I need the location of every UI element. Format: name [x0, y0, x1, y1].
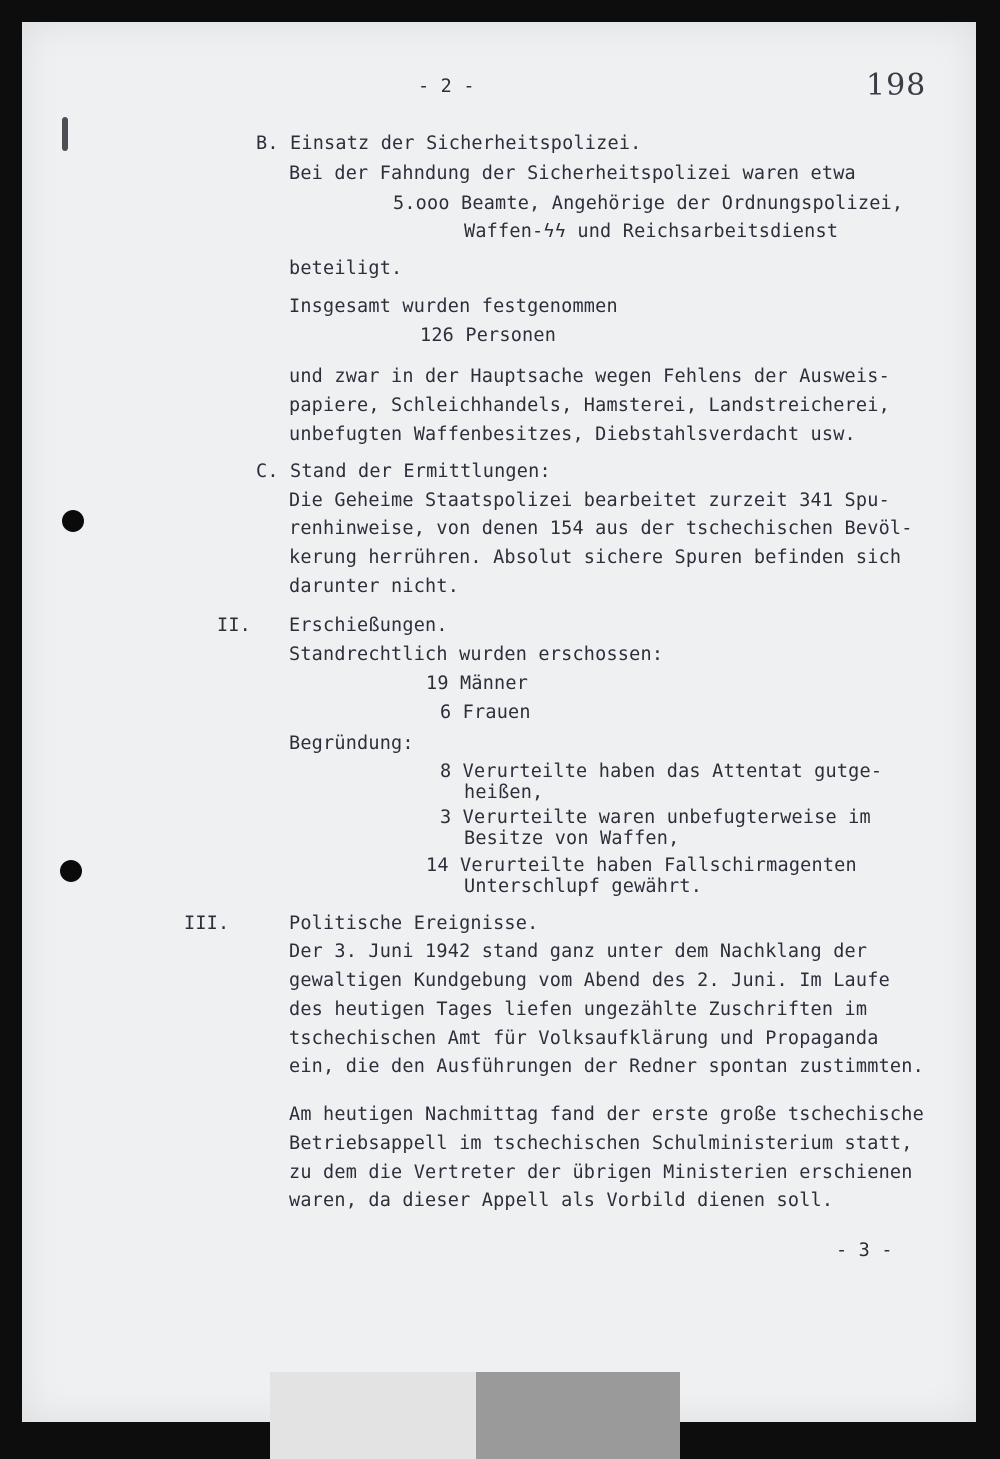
- text-line: Unterschlupf gewährt.: [464, 876, 703, 897]
- text-line: 14 Verurteilte haben Fallschirmagenten: [426, 855, 857, 876]
- scan-strip-light: [270, 1372, 476, 1459]
- text-line: renhinweise, von denen 154 aus der tschechischen Bevöl-: [289, 518, 913, 539]
- text-line: Am heutigen Nachmittag fand der erste große tschechische: [289, 1104, 924, 1125]
- text-line: tschechischen Amt für Volksaufklärung und Propaganda: [289, 1028, 879, 1049]
- text-line: Waffen-ϟϟ und Reichsarbeitsdienst: [464, 221, 839, 242]
- section-ii-heading: Erschießungen.: [289, 615, 448, 636]
- text-line: gewaltigen Kundgebung vom Abend des 2. Juni. Im Laufe: [289, 970, 890, 991]
- text-line: beteiligt.: [289, 258, 403, 279]
- text-line: kerung herrühren. Absolut sichere Spuren befinden sich: [289, 547, 902, 568]
- text-line: 126 Personen: [420, 325, 557, 346]
- archive-stamp-number: 198: [866, 68, 927, 103]
- text-line: Begründung:: [289, 733, 414, 754]
- section-ii-numeral: II.: [217, 615, 252, 636]
- text-line: unbefugten Waffenbesitzes, Diebstahlsverdacht usw.: [289, 424, 856, 445]
- text-line: Die Geheime Staatspolizei bearbeitet zurzeit 341 Spu-: [289, 490, 890, 511]
- section-iii-numeral: III.: [184, 913, 230, 934]
- section-c-heading: C. Stand der Ermittlungen:: [256, 461, 551, 482]
- section-iii-heading: Politische Ereignisse.: [289, 913, 539, 934]
- text-line: des heutigen Tages liefen ungezählte Zuschriften im: [289, 999, 868, 1020]
- text-line: Betriebsappell im tschechischen Schulministerium statt,: [289, 1133, 913, 1154]
- punch-hole-lower: [60, 860, 82, 882]
- text-line: und zwar in der Hauptsache wegen Fehlens der Ausweis-: [289, 366, 890, 387]
- text-line: 19 Männer: [426, 673, 529, 694]
- text-line: ein, die den Ausführungen der Redner spontan zustimmten.: [289, 1056, 924, 1077]
- text-line: 6 Frauen: [440, 702, 531, 723]
- page-number: - 2 -: [418, 76, 475, 97]
- text-line: Der 3. Juni 1942 stand ganz unter dem Nachklang der: [289, 941, 868, 962]
- section-b-heading: B. Einsatz der Sicherheitspolizei.: [256, 133, 642, 154]
- edge-mark: [62, 117, 68, 151]
- text-line: 5.ooo Beamte, Angehörige der Ordnungspolizei,: [393, 193, 904, 214]
- next-page-marker: - 3 -: [836, 1240, 893, 1261]
- text-line: waren, da dieser Appell als Vorbild dienen soll.: [289, 1190, 834, 1211]
- text-line: heißen,: [464, 782, 544, 803]
- scan-strip-gray: [476, 1372, 680, 1459]
- text-line: Besitze von Waffen,: [464, 828, 680, 849]
- text-line: 8 Verurteilte haben das Attentat gutge-: [440, 761, 883, 782]
- text-line: Bei der Fahndung der Sicherheitspolizei waren etwa: [289, 163, 856, 184]
- punch-hole-upper: [62, 510, 84, 532]
- text-line: Standrechtlich wurden erschossen:: [289, 644, 664, 665]
- text-line: Insgesamt wurden festgenommen: [289, 296, 618, 317]
- text-line: zu dem die Vertreter der übrigen Ministerien erschienen: [289, 1162, 913, 1183]
- text-line: 3 Verurteilte waren unbefugterweise im: [440, 807, 871, 828]
- text-line: darunter nicht.: [289, 576, 460, 597]
- text-line: papiere, Schleichhandels, Hamsterei, Landstreicherei,: [289, 395, 890, 416]
